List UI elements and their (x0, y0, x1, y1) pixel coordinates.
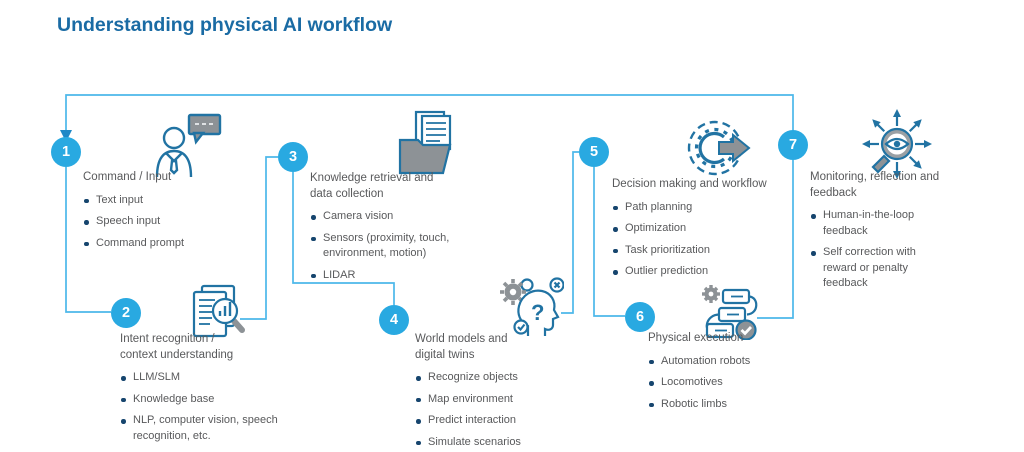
bullet-item: Camera vision (310, 209, 462, 225)
bullet-item: Map environment (415, 392, 565, 408)
step-3-number: 3 (278, 142, 308, 172)
step-4-bullets (415, 370, 565, 450)
bullet-item: Command prompt (83, 236, 233, 252)
bullet-item: Knowledge base (120, 392, 288, 408)
step-4-content (415, 332, 565, 452)
step-2-content (120, 332, 310, 450)
step-4-number: 4 (379, 305, 409, 335)
step-2-number: 2 (111, 298, 141, 328)
step-7-bullets (810, 208, 928, 292)
decision-gear-arrow-icon (683, 112, 753, 187)
step-7-content (810, 170, 960, 298)
bullet-item: Task prioritization (612, 243, 792, 259)
decision-gear-arrow-icon-svg (683, 112, 753, 182)
step-7-number: 7 (778, 130, 808, 160)
step-1-content (83, 170, 233, 257)
step-1-bullets (83, 193, 233, 252)
bullet-item: Optimization (612, 221, 792, 237)
bullet-item: Text input (83, 193, 233, 209)
digital-twin-head-icon-svg (498, 276, 564, 340)
step-2-title: Intent recognition / context understanding (120, 333, 234, 361)
step-3-title: Knowledge retrieval and data collection (310, 172, 434, 200)
step-5-title: Decision making and workflow (612, 178, 767, 190)
bullet-item: Locomotives (648, 375, 788, 391)
bullet-item: LIDAR (310, 268, 462, 284)
bullet-item: Path planning (612, 200, 792, 216)
bullet-item: NLP, computer vision, speech recognition, etc. (120, 413, 288, 444)
step-3-content (310, 171, 475, 289)
bullet-item: Simulate scenarios (415, 435, 565, 451)
page-title: Understanding physical AI workflow (57, 14, 393, 36)
step-1-title: Command / Input (83, 171, 172, 183)
bullet-item: Human-in-the-loop feedback (810, 208, 928, 239)
folder-documents-icon-svg (396, 110, 458, 176)
svg-text:?: ? (531, 300, 545, 325)
step-7-title: Monitoring, reflection and feedback (810, 171, 940, 199)
bullet-item: Outlier prediction (612, 264, 792, 280)
step-3-bullets (310, 209, 462, 283)
step-5-bullets (612, 200, 792, 280)
bullet-item: Self correction with reward or penalty feedback (810, 245, 928, 292)
step-6-title: Physical execution (648, 332, 744, 344)
bullet-item: Recognize objects (415, 370, 565, 386)
bullet-item: Automation robots (648, 354, 788, 370)
step-2-bullets (120, 370, 288, 444)
bullet-item: Sensors (proximity, touch, environment, motion) (310, 231, 462, 262)
document-search-icon-svg (190, 284, 246, 338)
step-4-title: World models and digital twins (415, 333, 508, 361)
step-6-content (648, 331, 788, 418)
step-5-number: 5 (579, 137, 609, 167)
bullet-item: LLM/SLM (120, 370, 288, 386)
step-1-number: 1 (51, 137, 81, 167)
bullet-item: Speech input (83, 214, 233, 230)
step-6-bullets (648, 354, 788, 413)
step-5-content (612, 177, 792, 286)
bullet-item: Predict interaction (415, 413, 565, 429)
step-6-number: 6 (625, 302, 655, 332)
bullet-item: Robotic limbs (648, 397, 788, 413)
